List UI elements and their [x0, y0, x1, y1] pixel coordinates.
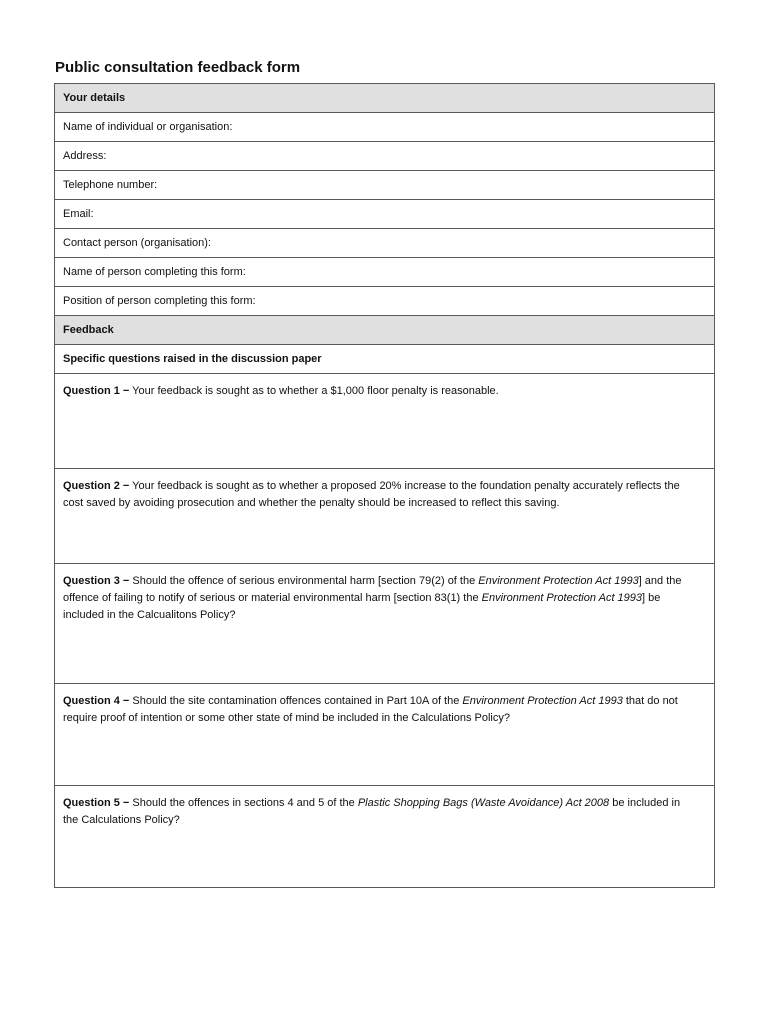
question-3-act-title: Environment Protection Act 1993 [478, 575, 639, 587]
question-4-label: Question 4 − [63, 695, 130, 707]
question-4-text-2: that do not require proof of intention or some other state of mind be included in the Calculations Policy? [63, 695, 678, 724]
telephone-field[interactable]: Telephone number: [55, 171, 715, 200]
section-header-feedback [55, 316, 715, 345]
page-title: Public consultation feedback form [55, 59, 301, 76]
question-1-label: Question 1 − [63, 385, 130, 397]
question-3-act-title-2: Environment Protection Act 1993 [481, 592, 643, 604]
address-field[interactable]: Address: [55, 142, 715, 171]
section-header-your-details [55, 84, 715, 113]
your-details-heading: Your details [55, 84, 715, 113]
email-field[interactable]: Email: [55, 200, 715, 229]
feedback-subheading: Specific questions raised in the discussion paper [55, 345, 715, 374]
question-3-text-3: ] be included in the Calcualitons Policy? [63, 592, 661, 621]
contact-person-field[interactable]: Contact person (organisation): [55, 229, 715, 258]
question-5-text: Should the offences in sections 4 and 5 of the [129, 797, 358, 809]
question-1-text: Your feedback is sought as to whether a $1,000 floor penalty is reasonable. [129, 385, 499, 397]
question-4-text: Should the site contamination offences contained in Part 10A of the [129, 695, 463, 707]
question-2-label: Question 2 − [63, 480, 130, 492]
question-5-label: Question 5 − [63, 797, 130, 809]
question-3-field[interactable] [55, 564, 715, 684]
question-4-act-title: Environment Protection Act 1993 [462, 695, 623, 707]
feedback-heading: Feedback [55, 316, 715, 345]
question-5-text-2: be included in the Calculations Policy? [63, 797, 681, 826]
question-5-field[interactable] [55, 786, 715, 888]
feedback-form-table [54, 83, 715, 888]
completer-name-field[interactable]: Name of person completing this form: [55, 258, 715, 287]
question-2-text: Your feedback is sought as to whether a proposed 20% increase to the foundation penalty accurately reflects the cost saved by avoiding prosecution and whether the penalty should be increased to reflect this saving. [63, 480, 680, 509]
question-1-field[interactable] [55, 374, 715, 469]
question-3-text: Should the offence of serious environmental harm [section 79(2) of the [129, 575, 479, 587]
completer-position-field[interactable]: Position of person completing this form: [55, 287, 715, 316]
name-field[interactable]: Name of individual or organisation: [55, 113, 715, 142]
question-3-text-2: ] and the offence of failing to notify of serious or material environmental harm [section 83(1) the [63, 575, 682, 604]
question-5-act-title: Plastic Shopping Bags (Waste Avoidance) Act 2008 [357, 797, 610, 809]
question-3-label: Question 3 − [63, 575, 130, 587]
question-4-field[interactable] [55, 684, 715, 786]
question-2-field[interactable] [55, 469, 715, 564]
